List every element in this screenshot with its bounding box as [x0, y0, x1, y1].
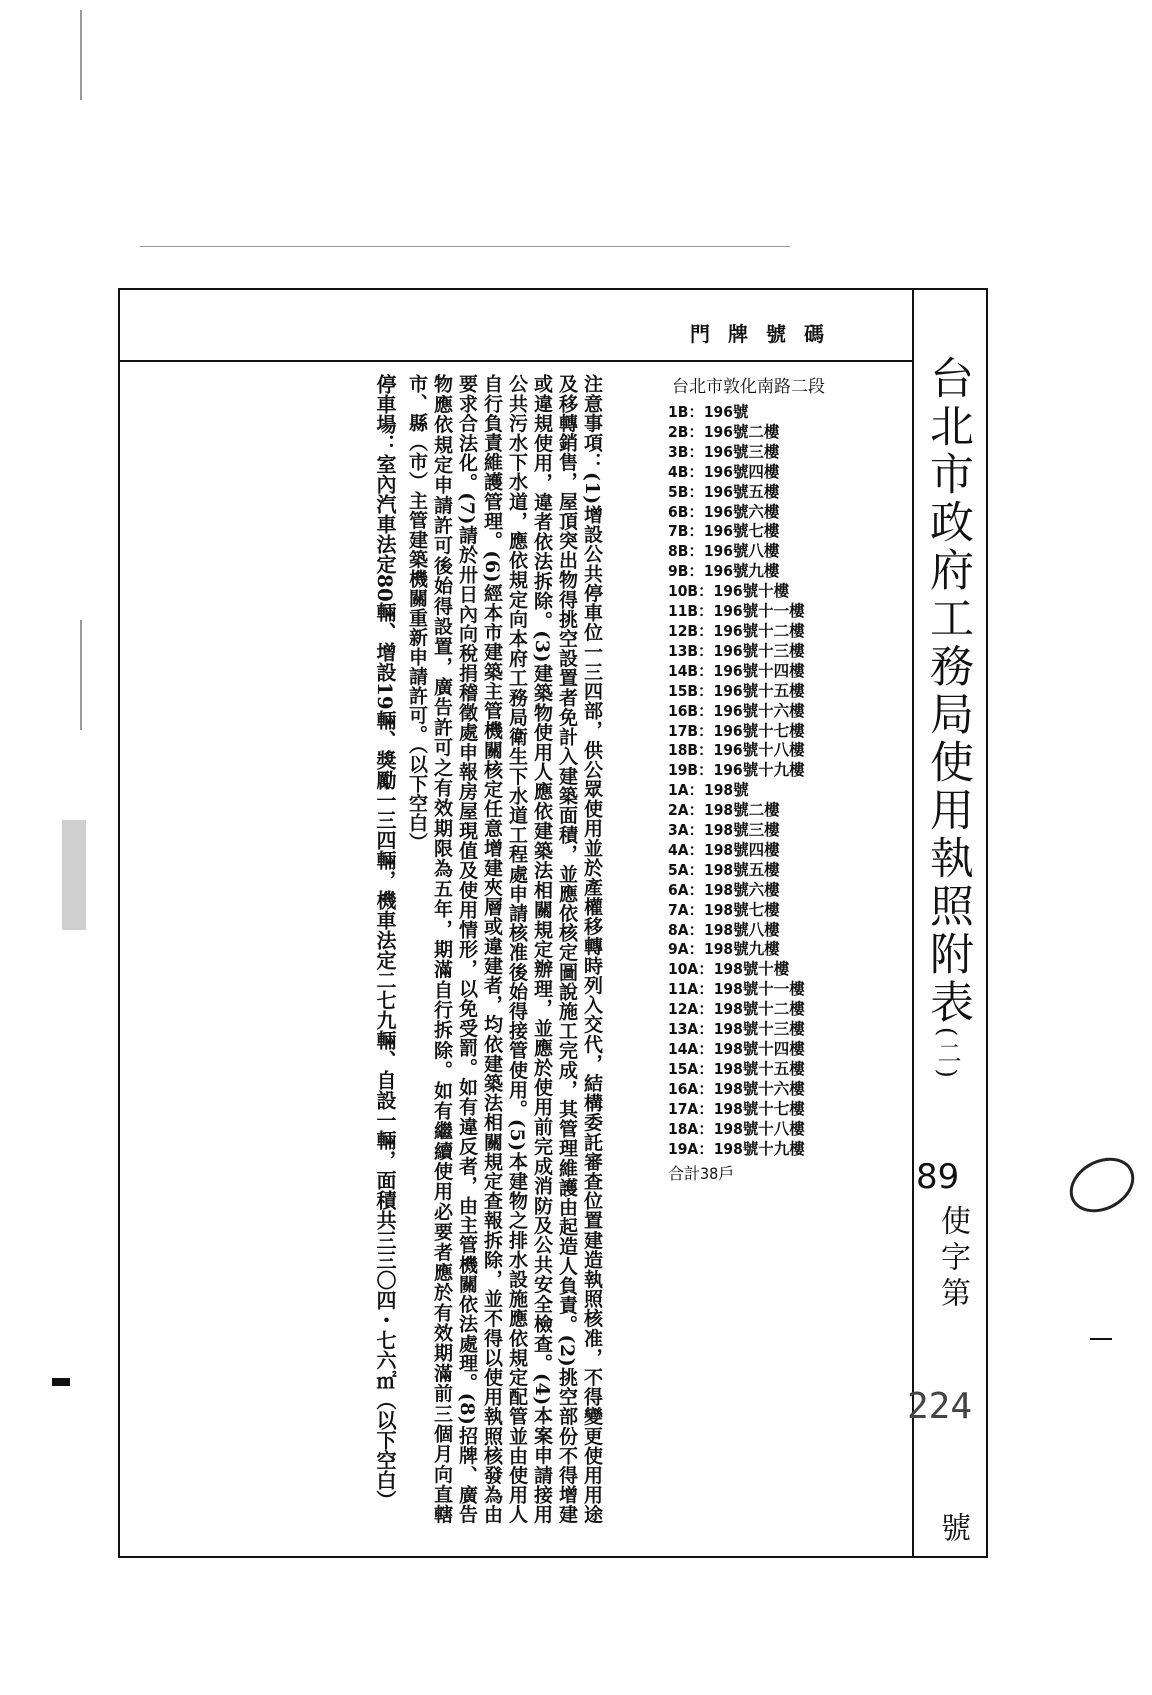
- address-unit: 13B：196號十三樓: [668, 641, 805, 660]
- address-unit: 17B：196號十七樓: [668, 721, 805, 740]
- address-unit: 7B：196號七樓: [668, 522, 780, 541]
- address-total: 合計38戶: [668, 1164, 735, 1184]
- address-unit: 6A：198號六樓: [668, 880, 780, 899]
- notes-text: 注意事項：(1)增設公共停車位一三四部，供公眾使用並於產權移轉時列入交代，結構委託審查位置建造執照核准，不得變更使用用途及移轉銷售，屋頂突出物得挑空設置者免計入建築面積，並應依核定圖說施工完成，其管理維護由起造人負責。(2)挑空部份不得增建或違規使用，違者依法拆除。(3)建築物使用人應依建築法相關規定辦理，並應於使用前完成消防及公共安全檢查。(4)本案申請接用公共污水下水道，應依規定向本府工務局衛生下水道工程處申請核准後始得接管使用。(5)本建物之排水設施應依規定配管並由使用人自行負責維護管理。(6)經本市建築主管機關核定任意增建夾層或違建者，均依建築法相關規定查報拆除，並不得以使用執照核發為由要求合法化。(7)請於卅日內向稅捐稽徵處申報房屋現值及使用情形，以免受罰。如有違反者，由主管機關依法處理。(8)招牌、廣告物應依規定申請許可後始得設置，廣告許可之有效期限為五年，期滿自行拆除。如有繼續使用必要者應於有效期滿前三個月向直轄市、縣（市）主管建築機關重新申請許可。（以下空白）: [406, 374, 603, 1524]
- address-unit: 8A：198號八樓: [668, 920, 780, 939]
- address-unit: 1A：198號: [668, 781, 749, 800]
- address-unit: 19B：196號十九樓: [668, 761, 805, 780]
- scan-artifact: [80, 620, 82, 730]
- address-unit: 11B：196號十一樓: [668, 602, 805, 621]
- address-unit: 3A：198號三樓: [668, 821, 780, 840]
- address-unit: 18B：196號十八樓: [668, 741, 805, 760]
- address-unit: 14A：198號十四樓: [668, 1040, 805, 1058]
- address-unit: 12A：198號十二樓: [668, 1000, 805, 1019]
- permit-prefix: 使字第: [935, 1205, 970, 1313]
- header-row-divider: [118, 360, 914, 362]
- address-street: 台北市敦化南路二段: [672, 377, 825, 397]
- address-unit: 2A：198號二樓: [668, 801, 780, 820]
- address-unit: 3B：196號三樓: [668, 442, 780, 461]
- address-unit: 15A：198號十五樓: [668, 1059, 805, 1078]
- address-unit: 19A：198號十九樓: [668, 1139, 805, 1158]
- address-unit: 13A：198號十三樓: [668, 1020, 805, 1039]
- address-unit: 14B：196號十四樓: [668, 661, 805, 680]
- address-unit: 7A：198號七樓: [668, 900, 780, 919]
- address-unit: 15B：196號十五樓: [668, 681, 805, 700]
- scan-artifact: [62, 820, 86, 930]
- address-unit: 2B：196號二樓: [668, 422, 780, 441]
- title-column-divider: [912, 288, 914, 1558]
- address-unit: 4B：196號四樓: [668, 462, 780, 481]
- address-unit: 1B：196號: [668, 403, 749, 421]
- scan-artifact: [80, 10, 82, 100]
- address-unit: 11A：198號十一樓: [668, 980, 805, 999]
- address-unit: 4A：198號四樓: [668, 840, 780, 859]
- address-units: [668, 403, 878, 1159]
- address-list: [668, 372, 878, 1184]
- address-unit: 8B：196號八樓: [668, 542, 780, 561]
- address-unit: 17A：198號十七樓: [668, 1099, 805, 1118]
- address-unit: 16B：196號十六樓: [668, 701, 805, 720]
- address-unit: 10A：198號十樓: [668, 960, 790, 979]
- permit-year: 89: [916, 1157, 960, 1197]
- address-unit: 5A：198號五樓: [668, 860, 780, 879]
- address-unit: 10B：196號十樓: [668, 582, 790, 601]
- address-unit: 12B：196號十二樓: [668, 621, 805, 640]
- address-unit: 9A：198號九樓: [668, 940, 780, 959]
- address-unit: 18A：198號十八樓: [668, 1119, 805, 1138]
- address-unit: 5B：196號五樓: [668, 482, 780, 501]
- address-unit: 9B：196號九樓: [668, 562, 780, 581]
- margin-mark: [52, 1378, 70, 1386]
- permit-number: 224: [907, 1386, 973, 1427]
- margin-mark: [1090, 1338, 1112, 1340]
- address-header-label: 門牌號碼: [690, 322, 842, 346]
- document-title-suffix: (二): [933, 1027, 961, 1082]
- permit-suffix: 號: [935, 1512, 970, 1542]
- parking-text: 停車場：室內汽車法定80輛、增設19輛、獎勵一三四輛，機車法定二七九輛、自設一輛，面積共三三〇四・七六㎡（以下空白）: [373, 374, 397, 1510]
- margin-stamp: [1060, 1147, 1144, 1223]
- document-title-text: 台北市政府工務局使用執照附表: [922, 355, 973, 1027]
- document-title: [922, 355, 972, 1082]
- scan-line: [140, 246, 790, 247]
- address-unit: 6B：196號六樓: [668, 502, 780, 521]
- address-unit: 16A：198號十六樓: [668, 1079, 805, 1098]
